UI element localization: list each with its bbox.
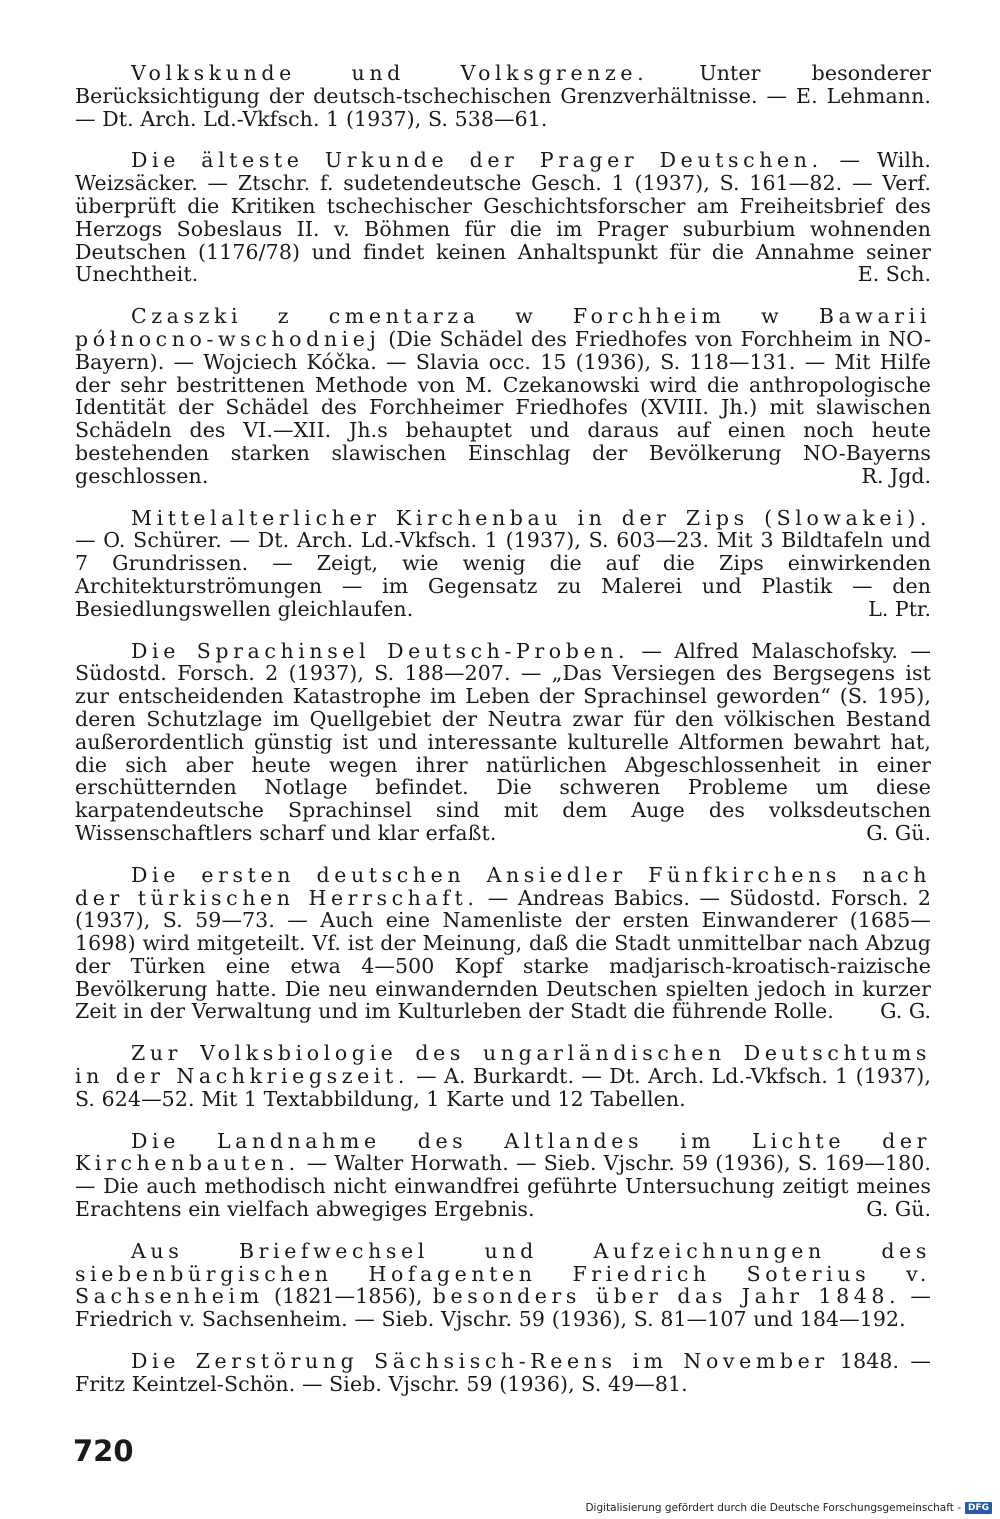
entry-title: Mittelalterlicher Kirchenbau in der Zips (Slowakei). bbox=[131, 505, 931, 530]
entry-text: (Die Schädel des Friedhofes von Forchheim in NO-Bayern). — Wojciech Kóčka. — Slavia occ. 15 (1936), S. 118—131. — Mit Hilfe der sehr bestrittenen Methode von M. Czekanowski wird die anthropologische Identität der Schädel des Forchheimer Friedhofes (XVIII. Jh.) mit slawischen Schädeln des VI.—XII. Jh.s behauptet und daraus auf einen noch heute bestehenden starken slawischen Einschlag der Bevölkerung NO-Bayerns geschlossen. bbox=[75, 326, 931, 488]
entry-text: — Alfred Malaschofsky. — Südostd. Forsch. 2 (1937), S. 188—207. — „Das Versiegen des Bergsegens ist zur entscheidenden Katastrophe im Leben der Sprachinsel geworden“ (S. 195), deren Schutzlage im Quellgebiet der Neutra zwar für den völkischen Bestand außerordentlich günstig ist und interessante kulturelle Altformen bewahrt hat, die sich aber heute wegen ihrer natürlichen Abgeschlossenheit in einer erschütternden Notlage befindet. Die schweren Probleme um diese karpatendeutsche Sprachinsel sind mit dem Auge des volksdeutschen Wissenschaftlers scharf und klar erfaßt. bbox=[75, 638, 931, 845]
bibliography-entry bbox=[75, 305, 931, 487]
bibliography-entry bbox=[75, 1042, 931, 1110]
reviewer-initials: G. Gü. bbox=[866, 1197, 931, 1222]
bibliography-entry bbox=[75, 640, 931, 845]
bibliography-entry bbox=[75, 1240, 931, 1331]
page-number: 720 bbox=[73, 1434, 134, 1468]
bibliography-entry bbox=[75, 507, 931, 621]
entry-title-continued: besonders über das Jahr 1848. bbox=[432, 1284, 901, 1309]
entry-text: — Walter Horwath. — Sieb. Vjschr. 59 (1936), S. 169—180. — Die auch methodisch nicht einwandfrei geführte Untersuchung zeitigt meines Erachtens ein vielfach abwegiges Ergebnis. bbox=[75, 1151, 931, 1222]
footer-credit: Digitalisierung gefördert durch die Deutsche Forschungsgemeinschaft - bbox=[585, 1502, 961, 1514]
entry-title: Zur Volksbiologie des ungarländischen Deutschtums in der Nachkriegszeit. bbox=[75, 1041, 931, 1089]
bibliography-entry bbox=[75, 62, 931, 130]
reviewer-initials: L. Ptr. bbox=[868, 596, 931, 621]
footer bbox=[585, 1502, 992, 1514]
reviewer-initials: E. Sch. bbox=[857, 262, 931, 287]
entry-title: Die Zerstörung Sächsisch-Reens im November bbox=[131, 1349, 829, 1374]
entry-dates: (1821—1856), bbox=[273, 1284, 423, 1309]
page-content bbox=[75, 62, 931, 1415]
entry-title: Volkskunde und Volksgrenze. bbox=[131, 61, 649, 85]
reviewer-initials: G. Gü. bbox=[866, 820, 931, 845]
entry-text: — Andreas Babics. — Südostd. Forsch. 2 (1937), S. 59—73. — Auch eine Namenliste der ersten Einwanderer (1685—1698) wird mitgeteilt. Vf. ist der Meinung, daß die Stadt unmittelbar nach Abzug der Türken eine etwa 4—500 Kopf starke madjarisch-kroatisch-raizische Bevölkerung hatte. Die neu einwandernden Deutschen spielten jedoch in kurzer Zeit in der Verwaltung und im Kulturleben der Stadt die führende Rolle. bbox=[75, 885, 931, 1024]
reviewer-initials: R. Jgd. bbox=[861, 463, 931, 488]
bibliography-entry bbox=[75, 1130, 931, 1221]
bibliography-entry bbox=[75, 1350, 931, 1396]
entry-text: — Friedrich v. Sachsenheim. — Sieb. Vjschr. 59 (1936), S. 81—107 und 184—192. bbox=[75, 1284, 931, 1332]
entry-title: Czaszki z cmentarza w Forchheim w Bawarii północno-wschodniej bbox=[75, 304, 931, 351]
bibliography-entry bbox=[75, 864, 931, 1024]
entry-title: Die Landnahme des Altlandes im Lichte der Kirchenbauten. bbox=[75, 1128, 931, 1176]
bibliography-entry bbox=[75, 149, 931, 286]
entry-text: — A. Burkardt. — Dt. Arch. Ld.-Vkfsch. 1 (1937), S. 624—52. Mit 1 Textabbildung, 1 Karte und 12 Tabellen. bbox=[75, 1064, 931, 1111]
entry-text: — Wilh. Weizsäcker. — Ztschr. f. sudetendeutsche Gesch. 1 (1937), S. 161—82. — Verf. überprüft die Kritiken tschechischer Geschichtsforscher am Freiheitsbrief des Herzogs Sobeslaus II. v. Böhmen für die im Prager suburbium wohnenden Deutschen (1176/78) und findet keinen Anhaltspunkt für die Annahme seiner Unechtheit. bbox=[75, 148, 931, 287]
reviewer-initials: G. G. bbox=[880, 999, 931, 1024]
entry-title: Die älteste Urkunde der Prager Deutschen. bbox=[131, 148, 823, 173]
entry-title: Aus Briefwechsel und Aufzeichnungen des siebenbürgischen Hofagenten Friedrich Soterius v. Sachsenheim bbox=[75, 1238, 931, 1309]
entry-text: 1848. — Fritz Keintzel-Schön. — Sieb. Vjschr. 59 (1936), S. 49—81. bbox=[75, 1349, 931, 1396]
entry-title: Die Sprachinsel Deutsch-Proben. bbox=[131, 638, 630, 663]
entry-text: Unter besonderer Berücksichtigung der deutsch-tschechischen Grenzverhältnisse. — E. Lehmann. — Dt. Arch. Ld.-Vkfsch. 1 (1937), S. 538—61. bbox=[75, 61, 931, 131]
entry-title: Die ersten deutschen Ansiedler Fünfkirchens nach der türkischen Herrschaft. bbox=[75, 862, 931, 910]
entry-text: — O. Schürer. — Dt. Arch. Ld.-Vkfsch. 1 (1937), S. 603—23. Mit 3 Bildtafeln und 7 Grundrissen. — Zeigt, wie wenig die auf die Zips einwirkenden Architekturströmungen — im Gegensatz zu Malerei und Plastik — den Besiedlungswellen gleichlaufen. bbox=[75, 528, 931, 621]
dfg-logo: DFG bbox=[965, 1502, 992, 1514]
